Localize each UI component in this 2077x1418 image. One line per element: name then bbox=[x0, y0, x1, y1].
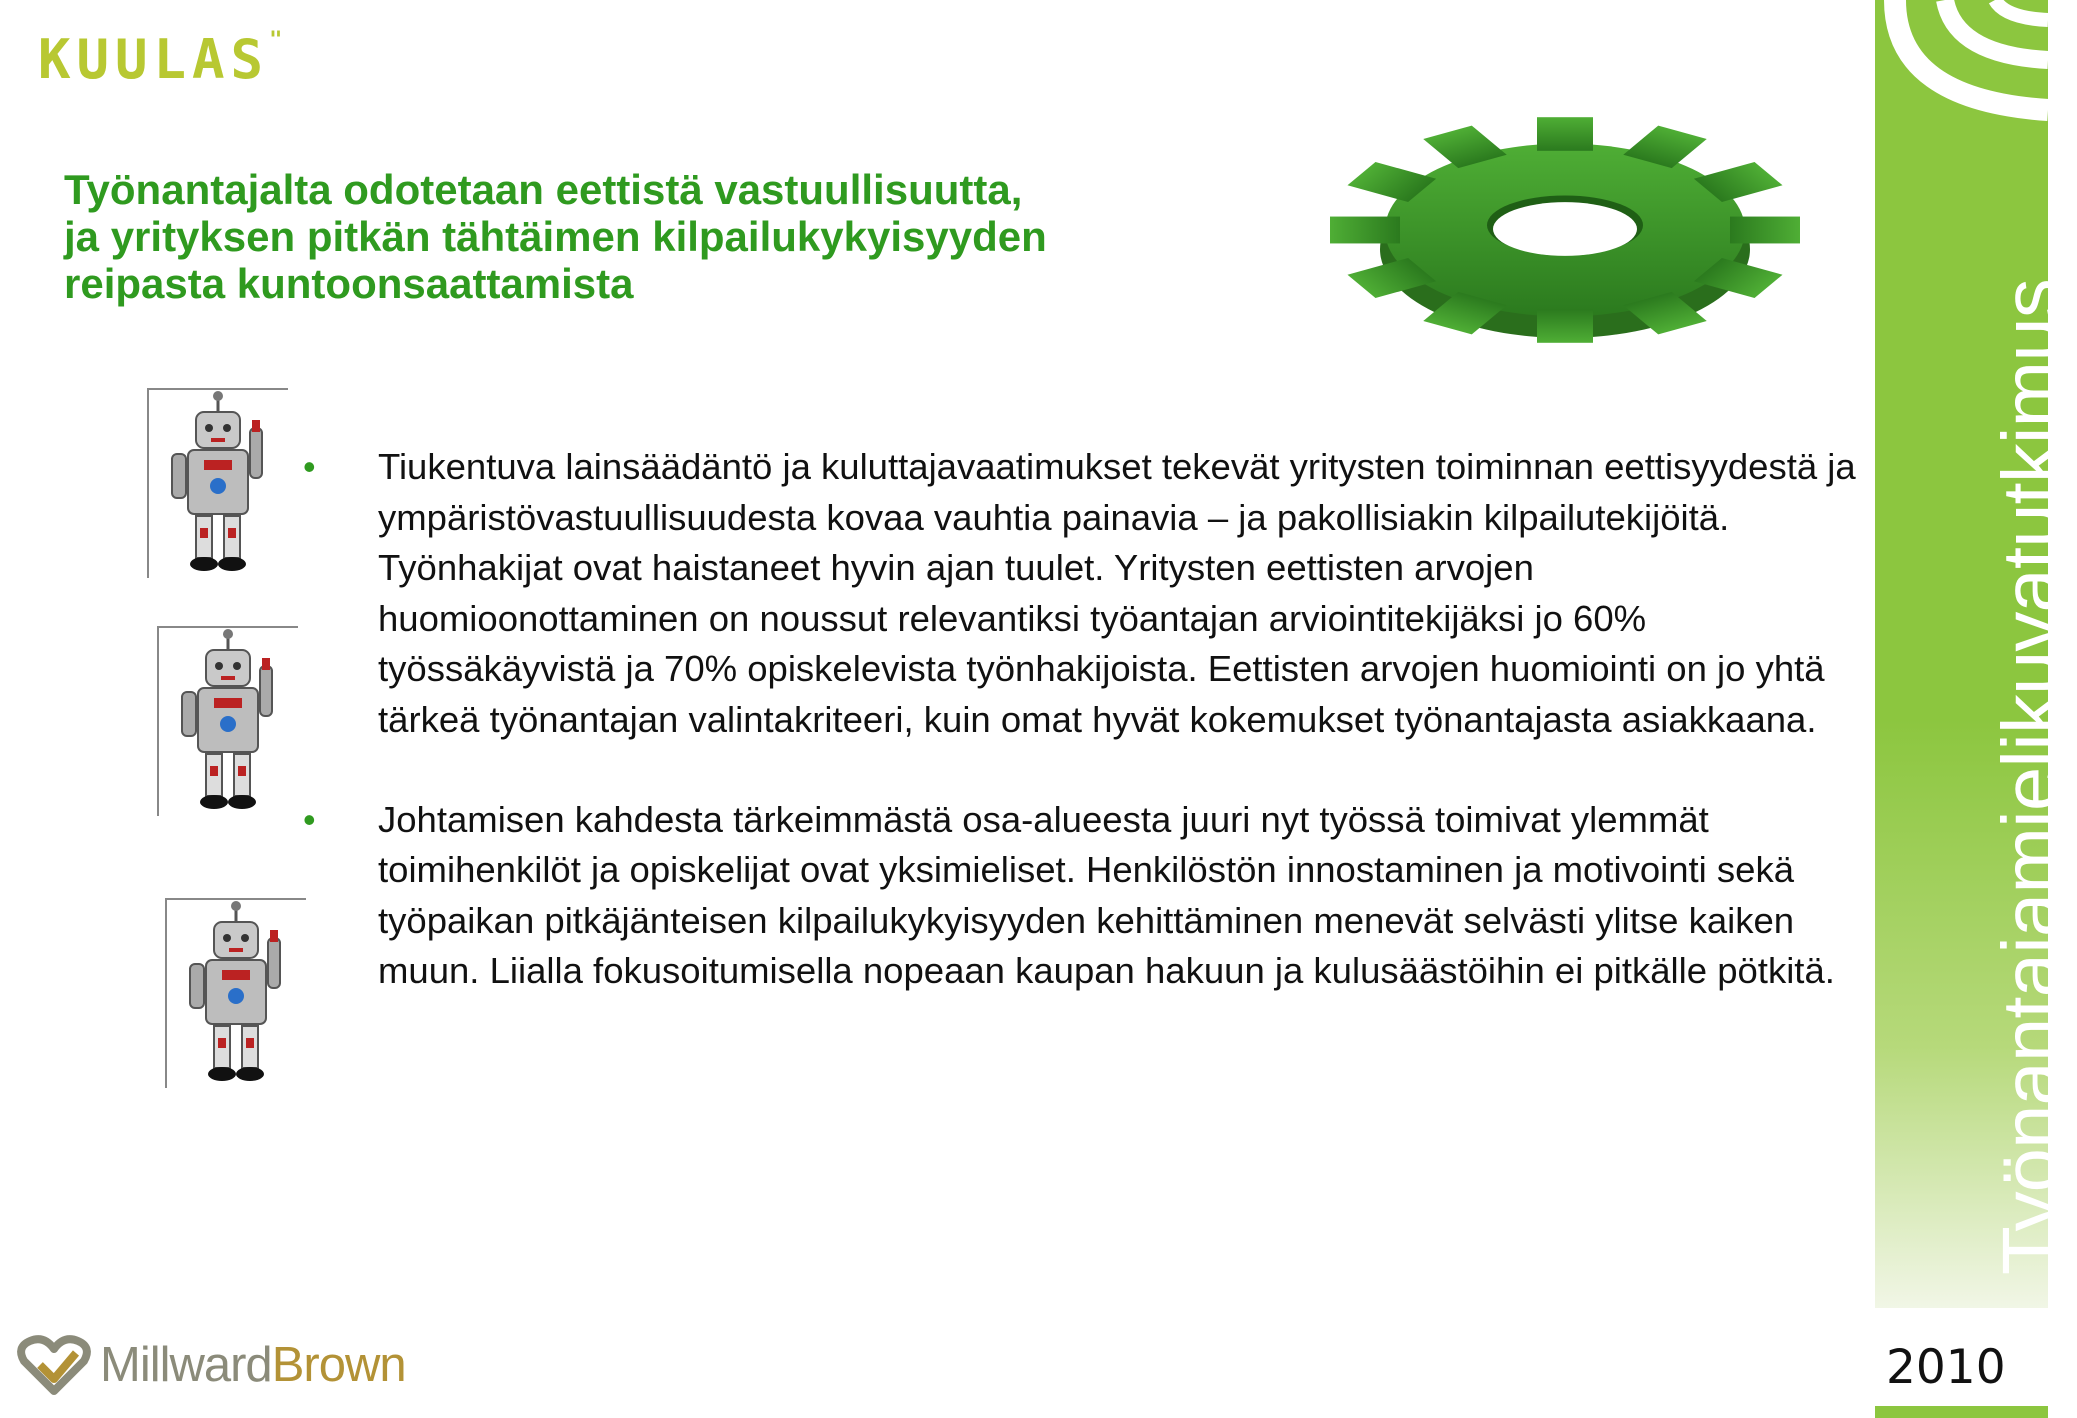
bullet-text: Johtamisen kahdesta tärkeimmästä osa-alueesta juuri nyt työssä toimivat ylemmät toimihenkilöt ja opiskelijat ovat yksimieliset. Henkilöstön innostaminen ja motivointi sekä työpaikan pitkäjänteisen kilpailukykyisyyden kehittäminen menevät selvästi ylitse kaiken muun. Liialla fokusoitumisella nopeaan kaupan hakuun ja kulusäästöihin ei pitkälle pötkitä. bbox=[378, 798, 1835, 992]
side-title-wrap bbox=[1875, 0, 2075, 1300]
side-vertical-title: Työnantajamielikuvatutkimus bbox=[1986, 279, 2075, 1275]
brand-part-2: Brown bbox=[271, 1338, 406, 1392]
brand-part-1: Millward bbox=[100, 1338, 272, 1392]
kuulas-logo-mark: " bbox=[269, 28, 289, 53]
robot-icon bbox=[158, 626, 298, 816]
kuulas-logo bbox=[38, 28, 288, 91]
bullet-marker: • bbox=[303, 798, 316, 840]
bottom-accent-bar bbox=[1875, 1406, 2048, 1418]
bullet-item bbox=[290, 442, 1860, 746]
gear-icon bbox=[1330, 95, 1800, 355]
bullet-text: Tiukentuva lainsäädäntö ja kuluttajavaatimukset tekevät yritysten toiminnan eettisyydestä ja ympäristövastuullisuudesta kovaa vauhtia painavia – ja pakollisiakin kilpailutekijöitä. Työnhakijat ovat haistaneet hyvin ajan tuulet. Yritysten eettisten arvojen huomioonottaminen on noussut relevantiksi työantajan arviointitekijäksi jo 60% työssäkäyvistä ja 70% opiskelevista työnhakijoista. Eettisten arvojen huomiointi on jo yhtä tärkeä työnantajan valintakriteeri, kuin omat hyvät kokemukset työnantajasta asiakkaana. bbox=[378, 446, 1856, 740]
slide-title-line-2: ja yrityksen pitkän tähtäimen kilpailukykyisyyden bbox=[64, 213, 1047, 260]
millward-brown-logo bbox=[18, 1330, 406, 1400]
bullet-item bbox=[290, 795, 1860, 997]
millward-brown-heart-icon bbox=[18, 1335, 90, 1395]
slide-title bbox=[64, 166, 1334, 307]
slide-title-line-3: reipasta kuntoonsaattamista bbox=[64, 260, 634, 307]
slide-title-line-1: Työnantajalta odotetaan eettistä vastuullisuutta, bbox=[64, 166, 1023, 213]
robot-icon bbox=[148, 388, 288, 578]
kuulas-logo-text: KUULAS bbox=[38, 28, 270, 91]
robot-icon bbox=[166, 898, 306, 1088]
year-label: 2010 bbox=[1886, 1340, 2006, 1395]
bullet-list bbox=[290, 442, 1860, 1046]
bullet-marker: • bbox=[303, 446, 316, 487]
millward-brown-wordmark bbox=[100, 1337, 406, 1393]
